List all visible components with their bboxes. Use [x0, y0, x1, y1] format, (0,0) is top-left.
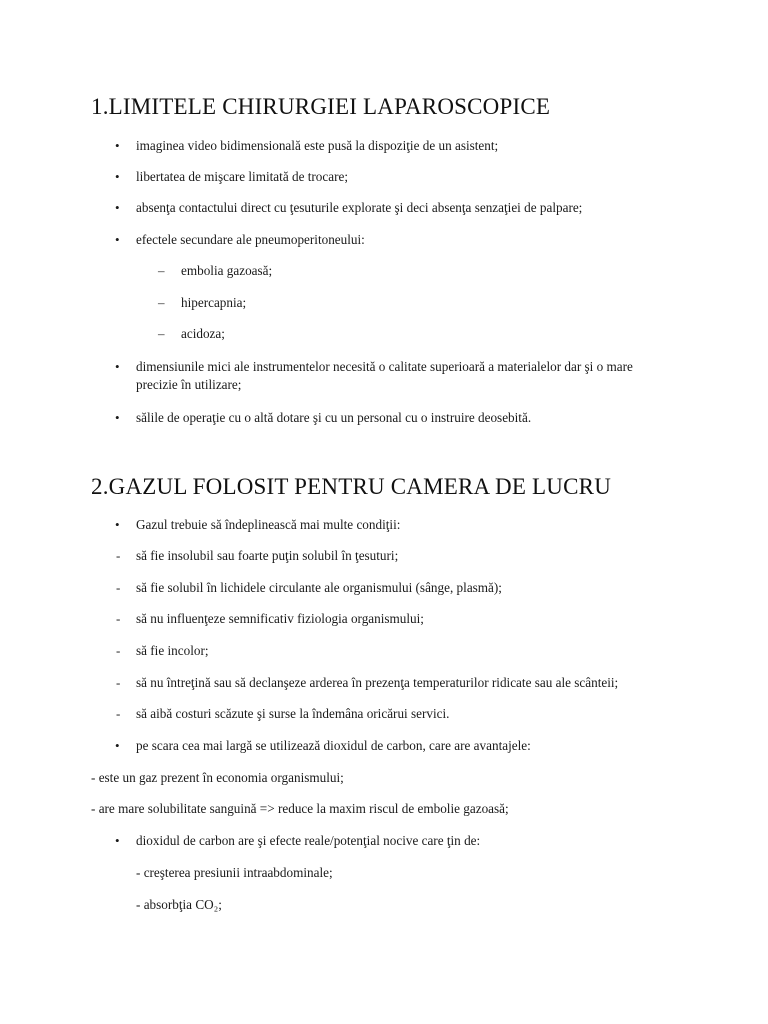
sub-list-item: hipercapnia;	[181, 295, 247, 310]
dash-marker: -	[116, 548, 121, 563]
endash-marker: –	[158, 295, 165, 310]
endash-marker: –	[158, 326, 165, 341]
endash-marker: –	[158, 263, 165, 278]
list-item: imaginea video bidimensională este pusă la dispoziţie de un asistent;	[136, 138, 499, 153]
effect-item: - absorbţia CO₂;	[136, 897, 222, 912]
sub-list-item: embolia gazoasă;	[181, 263, 273, 278]
list-item: Gazul trebuie să îndeplinească mai multe condiţii:	[136, 517, 401, 532]
list-item: sălile de operaţie cu o altă dotare şi cu un personal cu o instruire deosebită.	[136, 410, 532, 425]
bullet-marker: •	[115, 738, 120, 753]
dash-marker: -	[116, 580, 121, 595]
bullet-marker: •	[115, 200, 120, 215]
condition-item: să aibă costuri scăzute şi surse la îndemâna oricărui servici.	[136, 706, 450, 721]
condition-item: să nu influenţeze semnificativ fiziologia organismului;	[136, 611, 424, 626]
list-item: dioxidul de carbon are şi efecte reale/potenţial nocive care ţin de:	[136, 833, 481, 848]
condition-item: să fie solubil în lichidele circulante ale organismului (sânge, plasmă);	[136, 580, 502, 595]
section-1-heading: 1.LIMITELE CHIRURGIEI LAPAROSCOPICE	[91, 94, 551, 119]
bullet-marker: •	[115, 138, 120, 153]
bullet-marker: •	[115, 359, 120, 374]
list-item: pe scara cea mai largă se utilizează dioxidul de carbon, care are avantajele:	[136, 738, 531, 753]
list-item: efectele secundare ale pneumoperitoneului:	[136, 232, 365, 247]
bullet-marker: •	[115, 410, 120, 425]
bullet-marker: •	[115, 517, 120, 532]
list-item: absenţa contactului direct cu ţesuturile explorate şi deci absenţa senzaţiei de palpare;	[136, 200, 583, 215]
condition-item: să fie incolor;	[136, 643, 209, 658]
condition-item: să nu întreţină sau să declanşeze arderea în prezenţa temperaturilor ridicate sau ale scânteii;	[136, 675, 619, 690]
advantage-item: - este un gaz prezent în economia organismului;	[91, 770, 344, 785]
sub-list-item: acidoza;	[181, 326, 225, 341]
bullet-marker: •	[115, 232, 120, 247]
effect-item: - creşterea presiunii intraabdominale;	[136, 865, 333, 880]
dash-marker: -	[116, 706, 121, 721]
bullet-marker: •	[115, 833, 120, 848]
bullet-marker: •	[115, 169, 120, 184]
section-2-heading: 2.GAZUL FOLOSIT PENTRU CAMERA DE LUCRU	[91, 474, 612, 499]
list-item: libertatea de mişcare limitată de trocare;	[136, 169, 348, 184]
list-item-continuation: precizie în utilizare;	[136, 377, 242, 392]
dash-marker: -	[116, 643, 121, 658]
list-item: dimensiunile mici ale instrumentelor necesită o calitate superioară a materialelor dar şi o mare	[136, 359, 633, 374]
advantage-item: - are mare solubilitate sanguină => reduce la maxim riscul de embolie gazoasă;	[91, 801, 509, 816]
condition-item: să fie insolubil sau foarte puţin solubil în ţesuturi;	[136, 548, 399, 563]
dash-marker: -	[116, 611, 121, 626]
dash-marker: -	[116, 675, 121, 690]
